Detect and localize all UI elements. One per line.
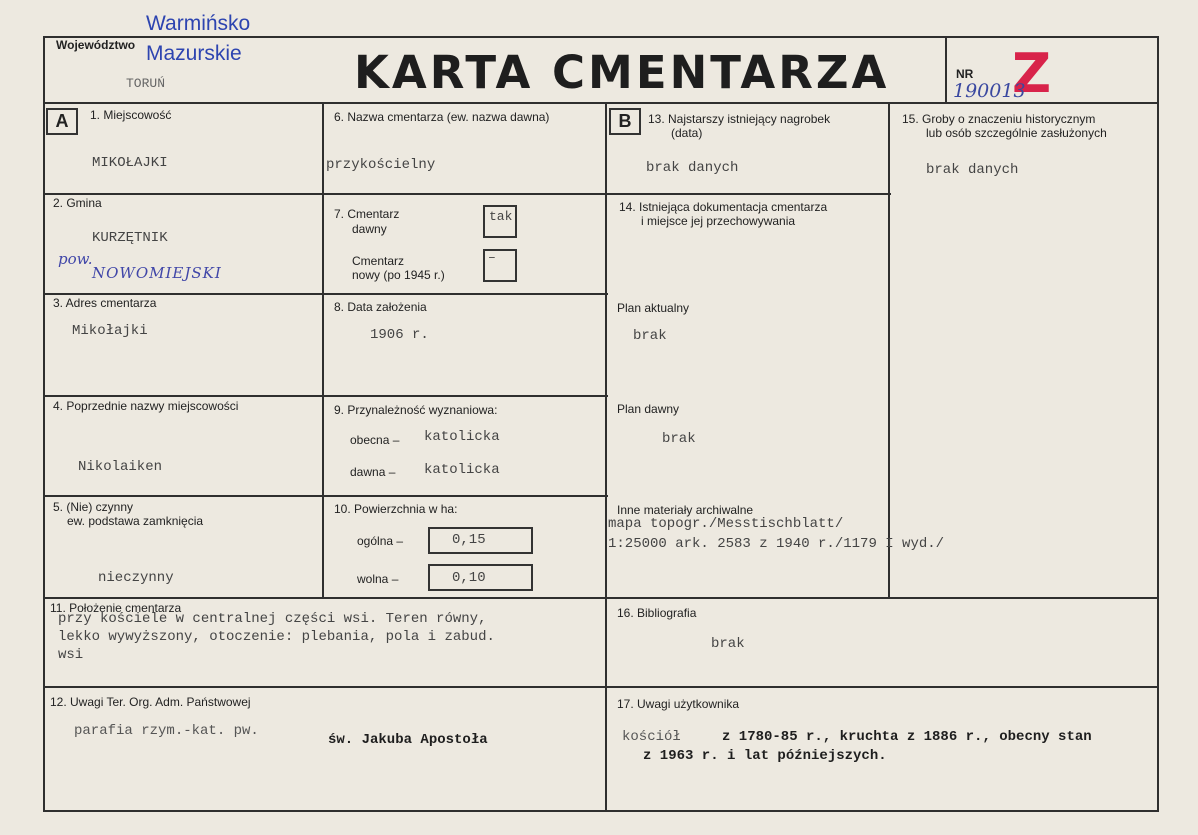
field-2-pow-prefix: pow. bbox=[58, 250, 93, 268]
field-7-old-value: tak bbox=[489, 209, 513, 224]
field-3-label: 3. Adres cmentarza bbox=[53, 296, 157, 310]
col-line-c bbox=[888, 102, 890, 597]
field-12-value-right: św. Jakuba Apostoła bbox=[328, 732, 488, 748]
border-top bbox=[43, 36, 1159, 38]
section-b-letter: B bbox=[618, 111, 632, 131]
field-17-line-2: z 1963 r. i lat późniejszych. bbox=[643, 748, 887, 764]
row-line-3 bbox=[43, 395, 608, 397]
field-9-current-value: katolicka bbox=[424, 429, 500, 445]
section-b-box bbox=[609, 108, 641, 135]
field-9-label: 9. Przynależność wyznaniowa: bbox=[334, 403, 498, 417]
field-3-value: Mikołajki bbox=[72, 323, 148, 339]
field-10-total-label: ogólna – bbox=[357, 534, 404, 548]
field-16-label: 16. Bibliografia bbox=[617, 606, 697, 620]
field-7-new-label-2: nowy (po 1945 r.) bbox=[352, 268, 445, 282]
field-11-line-3: wsi bbox=[58, 647, 84, 663]
page-title: KARTA CMENTARZA bbox=[354, 46, 890, 99]
field-1-label: 1. Miejscowość bbox=[90, 108, 172, 122]
stamp-line-2: Mazurskie bbox=[146, 42, 242, 65]
plan-former-label: Plan dawny bbox=[617, 402, 680, 416]
field-13-label-1: 13. Najstarszy istniejący nagrobek bbox=[648, 112, 831, 126]
border-right bbox=[1157, 36, 1159, 812]
field-7-label-2: dawny bbox=[352, 222, 387, 236]
plan-current-label: Plan aktualny bbox=[617, 301, 690, 315]
field-14-label-2: i miejsce jej przechowywania bbox=[641, 214, 796, 228]
field-17-line-1a: kościół bbox=[622, 729, 681, 745]
plan-former-value: brak bbox=[662, 431, 696, 447]
other-materials-line-1: mapa topogr./Messtischblatt/ bbox=[608, 516, 844, 532]
field-11-line-2: lekko wywyższony, otoczenie: plebania, pola i zabud. bbox=[58, 629, 495, 645]
field-11-line-1: przy kościele w centralnej części wsi. Teren równy, bbox=[58, 611, 487, 627]
border-bottom bbox=[43, 810, 1159, 812]
field-6-label: 6. Nazwa cmentarza (ew. nazwa dawna) bbox=[334, 110, 550, 124]
field-5-label-1: 5. (Nie) czynny bbox=[53, 500, 134, 514]
field-16-value: brak bbox=[711, 636, 745, 652]
field-9-former-value: katolicka bbox=[424, 462, 500, 478]
field-10-total-box bbox=[428, 527, 533, 554]
field-2-label: 2. Gmina bbox=[53, 196, 102, 210]
field-7-new-value: – bbox=[488, 250, 496, 265]
field-7-new-box bbox=[483, 249, 517, 282]
field-17-line-1b: z 1780-85 r., kruchta z 1886 r., obecny stan bbox=[722, 729, 1092, 745]
field-7-new-label-1: Cmentarz bbox=[352, 254, 405, 268]
section-a-box bbox=[46, 108, 78, 135]
section-a-letter: A bbox=[55, 111, 69, 131]
field-1-value: MIKOŁAJKI bbox=[92, 155, 168, 171]
other-materials-line-2: 1:25000 ark. 2583 z 1940 r./1179 I wyd./ bbox=[608, 536, 945, 552]
col-line-b bbox=[605, 102, 607, 810]
field-13-value: brak danych bbox=[646, 160, 739, 176]
typed-region: TORUŃ bbox=[126, 76, 166, 91]
field-7-old-box bbox=[483, 205, 517, 238]
field-10-free-box bbox=[428, 564, 533, 591]
field-7-label-1: 7. Cmentarz bbox=[334, 207, 400, 221]
row-line-5 bbox=[43, 597, 1159, 599]
field-5-value: nieczynny bbox=[98, 570, 174, 586]
header-divider bbox=[43, 102, 1159, 104]
field-8-label: 8. Data założenia bbox=[334, 300, 427, 314]
field-14-label-1: 14. Istniejąca dokumentacja cmentarza bbox=[619, 200, 828, 214]
nr-letter: Z bbox=[1012, 42, 1052, 105]
field-9-current-label: obecna – bbox=[350, 433, 400, 447]
field-13-label-2: (data) bbox=[671, 126, 703, 140]
field-11-label: 11. Położenie cmentarza bbox=[50, 601, 182, 615]
border-left bbox=[43, 36, 45, 812]
nr-number: 190013 bbox=[953, 80, 1026, 102]
field-10-label: 10. Powierzchnia w ha: bbox=[334, 502, 458, 516]
field-10-free-label: wolna – bbox=[357, 572, 399, 586]
field-4-value: Nikolaiken bbox=[78, 459, 163, 475]
field-4-label: 4. Poprzednie nazwy miejscowości bbox=[53, 399, 239, 413]
field-15-label-2: lub osób szczególnie zasłużonych bbox=[926, 126, 1107, 140]
field-17-label: 17. Uwagi użytkownika bbox=[617, 697, 740, 711]
field-15-label-1: 15. Groby o znaczeniu historycznym bbox=[902, 112, 1096, 126]
field-10-total-value: 0,15 bbox=[452, 532, 486, 548]
voivodeship-label: Województwo bbox=[56, 38, 136, 52]
field-2-pow-value: NOWOMIEJSKI bbox=[92, 264, 222, 282]
field-15-value: brak danych bbox=[926, 162, 1019, 178]
field-5-label-2: ew. podstawa zamknięcia bbox=[67, 514, 204, 528]
nr-label: NR bbox=[956, 67, 974, 81]
other-materials-label: Inne materiały archiwalne bbox=[617, 503, 754, 517]
col-line-a bbox=[322, 102, 324, 597]
field-12-value-left: parafia rzym.-kat. pw. bbox=[74, 723, 259, 739]
row-line-2 bbox=[43, 293, 608, 295]
nr-divider bbox=[945, 36, 947, 102]
row-line-1 bbox=[43, 193, 891, 195]
stamp-line-1: Warmińsko bbox=[146, 12, 251, 35]
plan-current-value: brak bbox=[633, 328, 667, 344]
field-8-value: 1906 r. bbox=[370, 327, 429, 343]
field-6-value: przykościelny bbox=[326, 157, 436, 173]
field-9-former-label: dawna – bbox=[350, 465, 396, 479]
field-10-free-value: 0,10 bbox=[452, 570, 486, 586]
field-2-value: KURZĘTNIK bbox=[92, 230, 168, 246]
field-12-label: 12. Uwagi Ter. Org. Adm. Państwowej bbox=[50, 695, 251, 709]
row-line-4 bbox=[43, 495, 608, 497]
row-line-6 bbox=[43, 686, 1159, 688]
